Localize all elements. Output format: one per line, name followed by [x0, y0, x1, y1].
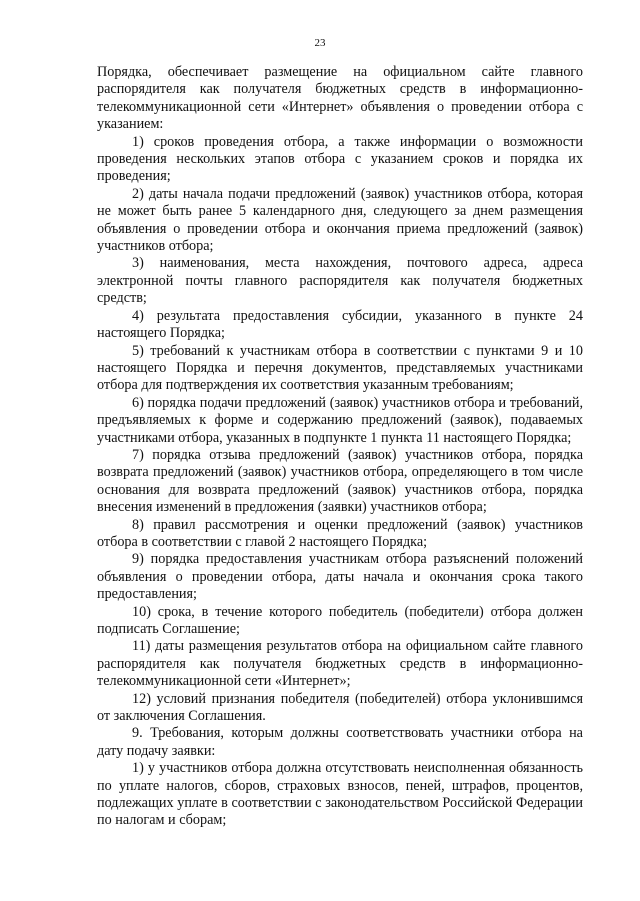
list-item: 1) сроков проведения отбора, а также информации о возможности проведения нескольких этапов отбора с указанием сроков и порядка их проведения;: [97, 133, 583, 185]
list-item: 7) порядка отзыва предложений (заявок) участников отбора, порядка возврата предложений (заявок) участников отбора, определяющего в том числе основания для возврата предложений (заявок) участников отбора, порядка внесения изменений в предложения (заявки) участников отбора;: [97, 446, 583, 516]
list-item: 4) результата предоставления субсидии, указанного в пункте 24 настоящего Порядка;: [97, 307, 583, 342]
list-item: 5) требований к участникам отбора в соответствии с пунктами 9 и 10 настоящего Порядка и перечня документов, представляемых участниками отбора для подтверждения их соответствия указанным требованиям;: [97, 342, 583, 394]
list-item: 9) порядка предоставления участникам отбора разъяснений положений объявления о проведении отбора, даты начала и окончания срока такого предоставления;: [97, 551, 583, 603]
list-item: 12) условий признания победителя (победителей) отбора уклонившимся от заключения Соглашения.: [97, 690, 583, 725]
section-paragraph: 9. Требования, которым должны соответствовать участники отбора на дату подачу заявки:: [97, 725, 583, 759]
list-item: 6) порядка подачи предложений (заявок) участников отбора и требований, предъявляемых к форме и содержанию предложений (заявок), подаваемых участниками отбора, указанных в подпункте 1 пункта 11 настоящего Порядка;: [97, 394, 583, 446]
list-item: 3) наименования, места нахождения, почтового адреса, адреса электронной почты главного распорядителя как получателя бюджетных средств;: [97, 255, 583, 307]
page-number: 23: [314, 37, 326, 49]
paragraph: Порядка, обеспечивает размещение на официальном сайте главного распорядителя как получателя бюджетных средств в информационно-телекоммуникационной сети «Интернет» объявления о проведении отбора с указанием:: [97, 64, 583, 133]
list-item: 10) срока, в течение которого победитель (победители) отбора должен подписать Соглашение;: [97, 603, 583, 637]
list-item: 11) даты размещения результатов отбора на официальном сайте главного распорядителя как получателя бюджетных средств в информационно-телекоммуникационной сети «Интернет»;: [97, 638, 583, 690]
list-item: 8) правил рассмотрения и оценки предложений (заявок) участников отбора в соответствии с главой 2 настоящего Порядка;: [97, 516, 583, 550]
list-item: 2) даты начала подачи предложений (заявок) участников отбора, которая не может быть ранее 5 календарного дня, следующего за днем размещения объявления о проведении отбора и окончания приема предложений (заявок) участников отбора;: [97, 185, 583, 255]
document-body: [97, 64, 583, 830]
list-item: 1) у участников отбора должна отсутствовать неисполненная обязанность по уплате налогов, сборов, страховых взносов, пеней, штрафов, процентов, подлежащих уплате в соответствии с законодательством Российской Федерации по налогам и сборам;: [97, 760, 583, 829]
